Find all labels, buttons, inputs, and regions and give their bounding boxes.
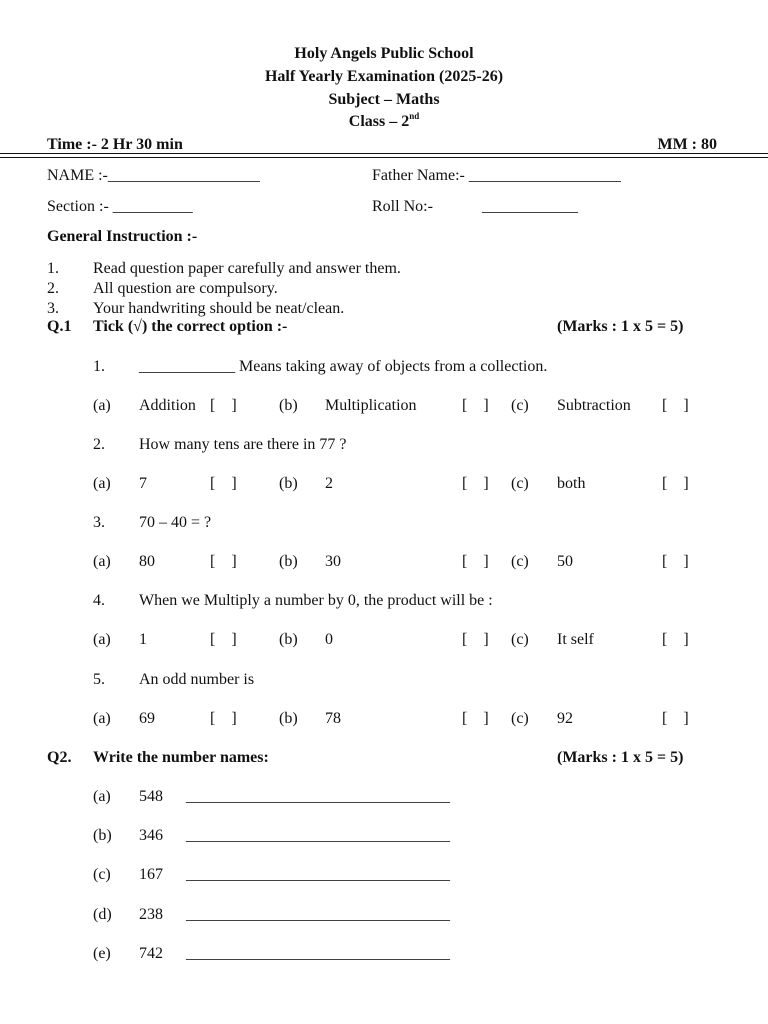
option-letter: (c)	[511, 631, 529, 648]
q2-title: Write the number names:	[93, 749, 269, 766]
subject-title: Subject – Maths	[328, 91, 440, 108]
option-letter: (c)	[511, 553, 529, 570]
option-text: 7	[139, 475, 147, 492]
item-letter: (a)	[93, 788, 111, 805]
instruction-text: All question are compulsory.	[93, 280, 278, 297]
item-number: 346	[139, 827, 163, 844]
roll-no-label: Roll No:-	[372, 198, 433, 215]
question-text: When we Multiply a number by 0, the product will be :	[139, 592, 493, 609]
answer-blank[interactable]: _________________________________	[186, 906, 450, 923]
option-text: 2	[325, 475, 333, 492]
option-tick-box[interactable]: [ ]	[662, 397, 689, 414]
class-text: Class – 2	[348, 113, 410, 130]
option-tick-box[interactable]: [ ]	[662, 631, 689, 648]
answer-blank[interactable]: _________________________________	[186, 945, 450, 962]
option-letter: (b)	[279, 710, 298, 727]
instruction-number: 2.	[47, 280, 59, 297]
question-text: 70 – 40 = ?	[139, 514, 212, 531]
time-label: Time :- 2 Hr 30 min	[47, 136, 183, 153]
option-text: Addition	[139, 397, 196, 414]
question-number: 1.	[93, 358, 105, 375]
option-tick-box[interactable]: [ ]	[662, 710, 689, 727]
item-number: 548	[139, 788, 163, 805]
option-letter: (a)	[93, 553, 111, 570]
question-text: An odd number is	[139, 671, 255, 688]
option-text: 92	[557, 710, 573, 727]
item-number: 167	[139, 866, 163, 883]
item-letter: (b)	[93, 827, 112, 844]
option-tick-box[interactable]: [ ]	[462, 553, 489, 570]
option-text: 0	[325, 631, 333, 648]
q2-marks: (Marks : 1 x 5 = 5)	[557, 749, 684, 766]
question-number: 4.	[93, 592, 105, 609]
instruction-text: Your handwriting should be neat/clean.	[93, 300, 345, 317]
option-tick-box[interactable]: [ ]	[662, 475, 689, 492]
option-letter: (c)	[511, 475, 529, 492]
option-tick-box[interactable]: [ ]	[662, 553, 689, 570]
item-number: 742	[139, 945, 163, 962]
option-text: 69	[139, 710, 155, 727]
option-tick-box[interactable]: [ ]	[210, 553, 237, 570]
question-text: How many tens are there in 77 ?	[139, 436, 347, 453]
option-text: 30	[325, 553, 341, 570]
q2-number: Q2.	[47, 749, 72, 766]
option-tick-box[interactable]: [ ]	[210, 397, 237, 414]
option-letter: (a)	[93, 475, 111, 492]
q1-marks: (Marks : 1 x 5 = 5)	[557, 318, 684, 335]
option-letter: (a)	[93, 397, 111, 414]
question-number: 5.	[93, 671, 105, 688]
exam-title: Half Yearly Examination (2025-26)	[264, 68, 504, 85]
option-letter: (b)	[279, 397, 298, 414]
option-text: Multiplication	[325, 397, 417, 414]
name-field[interactable]: NAME :-___________________	[47, 167, 260, 184]
option-tick-box[interactable]: [ ]	[210, 475, 237, 492]
option-letter: (b)	[279, 475, 298, 492]
q1-number: Q.1	[47, 318, 72, 335]
question-number: 2.	[93, 436, 105, 453]
school-name: Holy Angels Public School	[294, 45, 474, 62]
item-letter: (c)	[93, 866, 111, 883]
father-name-field[interactable]: Father Name:- ___________________	[372, 167, 621, 184]
instruction-number: 1.	[47, 260, 59, 277]
class-title	[0, 111, 768, 130]
instruction-text: Read question paper carefully and answer them.	[93, 260, 401, 277]
section-field[interactable]: Section :- __________	[47, 198, 193, 215]
item-number: 238	[139, 906, 163, 923]
answer-blank[interactable]: _________________________________	[186, 866, 450, 883]
instruction-number: 3.	[47, 300, 59, 317]
option-letter: (a)	[93, 710, 111, 727]
question-text: ____________ Means taking away of objects from a collection.	[139, 358, 548, 375]
option-letter: (c)	[511, 710, 529, 727]
option-text: both	[557, 475, 586, 492]
option-text: Subtraction	[557, 397, 631, 414]
option-tick-box[interactable]: [ ]	[462, 631, 489, 648]
max-marks-label: MM : 80	[657, 136, 717, 153]
item-letter: (e)	[93, 945, 111, 962]
option-text: 80	[139, 553, 155, 570]
option-letter: (b)	[279, 631, 298, 648]
roll-no-field[interactable]: ____________	[482, 198, 578, 215]
option-tick-box[interactable]: [ ]	[210, 710, 237, 727]
option-letter: (c)	[511, 397, 529, 414]
option-text: 50	[557, 553, 573, 570]
question-number: 3.	[93, 514, 105, 531]
q1-title: Tick (√) the correct option :-	[93, 318, 288, 335]
option-letter: (a)	[93, 631, 111, 648]
option-text: It self	[557, 631, 594, 648]
option-tick-box[interactable]: [ ]	[462, 475, 489, 492]
option-letter: (b)	[279, 553, 298, 570]
class-superscript: nd	[409, 111, 420, 121]
option-tick-box[interactable]: [ ]	[462, 710, 489, 727]
option-tick-box[interactable]: [ ]	[210, 631, 237, 648]
option-tick-box[interactable]: [ ]	[462, 397, 489, 414]
answer-blank[interactable]: _________________________________	[186, 827, 450, 844]
option-text: 78	[325, 710, 341, 727]
instructions-title: General Instruction :-	[47, 228, 198, 245]
header-rule-bottom	[0, 157, 768, 158]
header-rule-top	[0, 153, 768, 154]
answer-blank[interactable]: _________________________________	[186, 788, 450, 805]
item-letter: (d)	[93, 906, 112, 923]
option-text: 1	[139, 631, 147, 648]
